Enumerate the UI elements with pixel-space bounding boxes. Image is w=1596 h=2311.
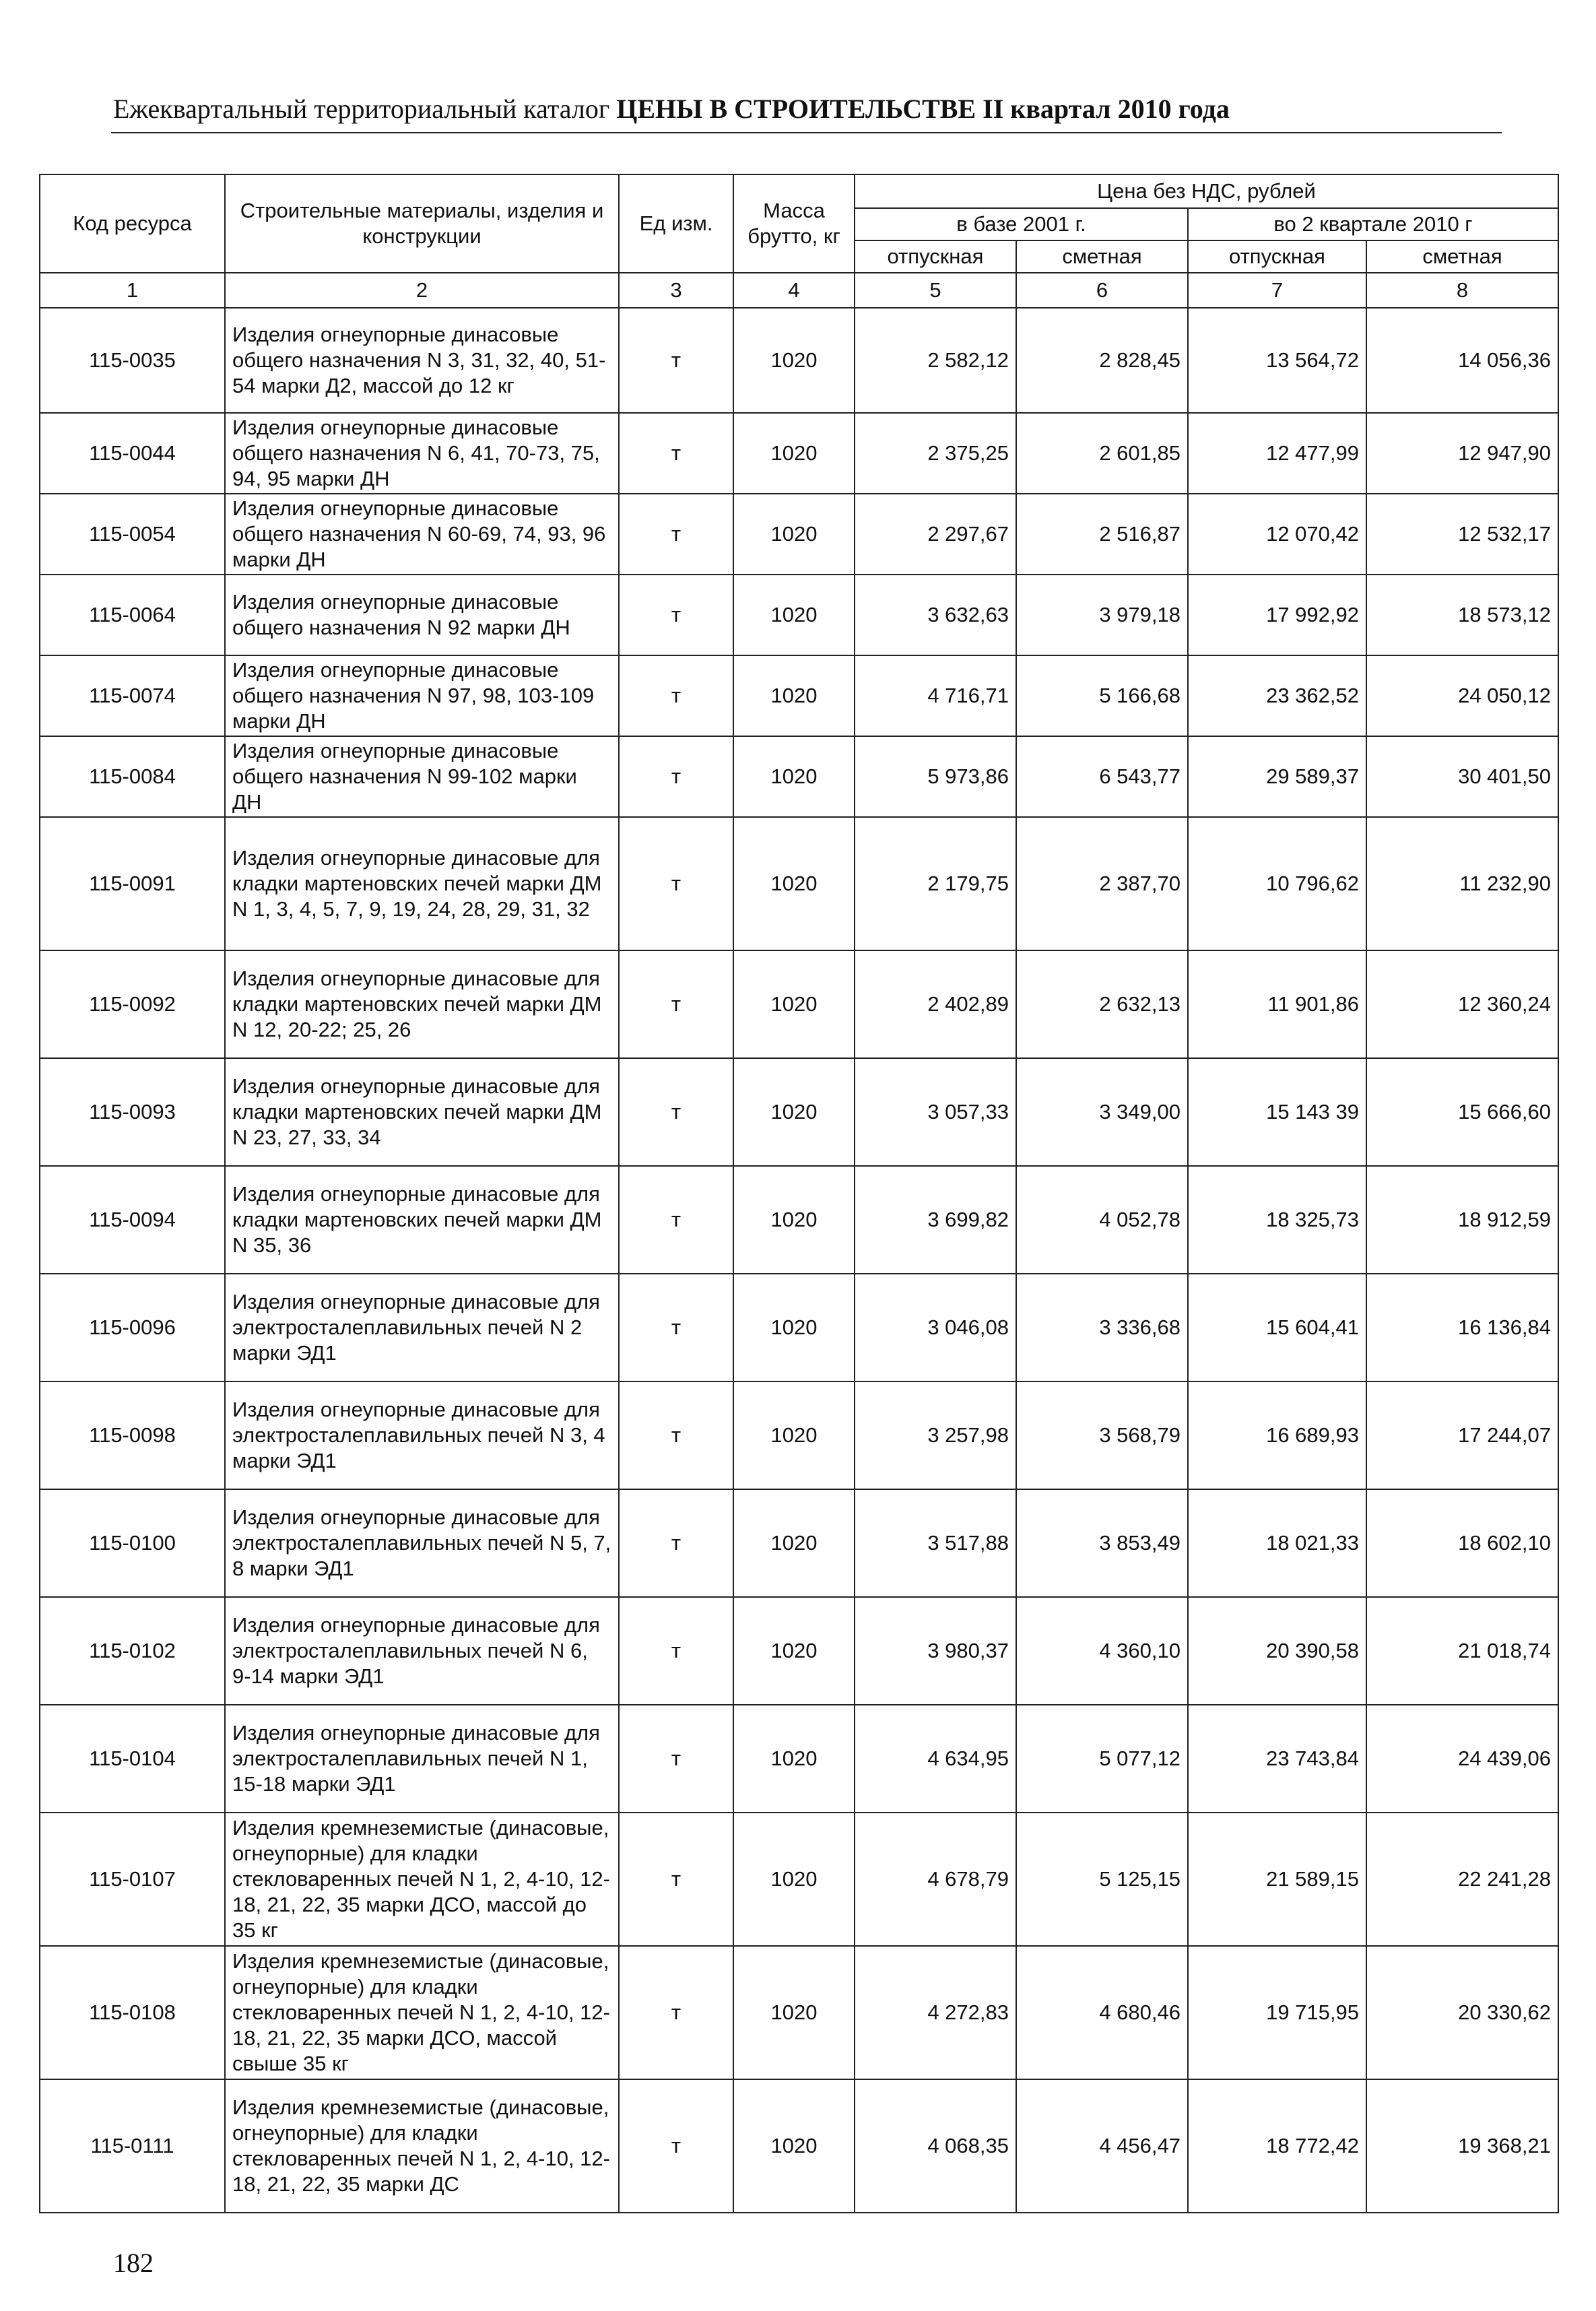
- base-estimate-price: 2 387,70: [1016, 817, 1188, 950]
- base-estimate-price: 3 979,18: [1016, 575, 1188, 655]
- table-row: [40, 1597, 1558, 1705]
- price-table: [39, 174, 1559, 2213]
- material-name: Изделия огнеупорные динасовые для кладки мартеновских печей марки ДМ N 23, 27, 33, 34: [225, 1058, 619, 1166]
- table-header: [40, 174, 1558, 273]
- header-current-group: во 2 квартале 2010 г: [1188, 208, 1558, 240]
- current-release-price: 10 796,62: [1188, 817, 1366, 950]
- base-estimate-price: 3 853,49: [1016, 1489, 1188, 1597]
- unit-of-measure: т: [619, 494, 733, 575]
- resource-code: 115-0044: [40, 413, 225, 494]
- table-row: [40, 1813, 1558, 1946]
- column-number: 3: [619, 273, 733, 308]
- header-name: Строительные материалы, изделия и конструкции: [225, 174, 619, 273]
- table-row: [40, 736, 1558, 817]
- table-body: [40, 273, 1558, 2213]
- resource-code: 115-0096: [40, 1274, 225, 1381]
- table-row: [40, 308, 1558, 413]
- unit-of-measure: т: [619, 736, 733, 817]
- base-release-price: 3 632,63: [855, 575, 1016, 655]
- unit-of-measure: т: [619, 1381, 733, 1489]
- header-rule: [111, 132, 1502, 133]
- table-row: [40, 494, 1558, 575]
- header-mass: Масса брутто, кг: [733, 174, 855, 273]
- column-number: 5: [855, 273, 1016, 308]
- current-release-price: 15 143 39: [1188, 1058, 1366, 1166]
- unit-of-measure: т: [619, 655, 733, 736]
- material-name: Изделия огнеупорные динасовые для электросталеплавильных печей N 3, 4 марки ЭД1: [225, 1381, 619, 1489]
- unit-of-measure: т: [619, 1597, 733, 1705]
- column-number: 8: [1366, 273, 1558, 308]
- base-release-price: 3 980,37: [855, 1597, 1016, 1705]
- current-estimate-price: 11 232,90: [1366, 817, 1558, 950]
- material-name: Изделия огнеупорные динасовые общего назначения N 6, 41, 70-73, 75, 94, 95 марки ДН: [225, 413, 619, 494]
- base-release-price: 3 257,98: [855, 1381, 1016, 1489]
- header-current-estimate: сметная: [1366, 240, 1558, 273]
- material-name: Изделия огнеупорные динасовые общего назначения N 97, 98, 103-109 марки ДН: [225, 655, 619, 736]
- base-estimate-price: 5 125,15: [1016, 1813, 1188, 1946]
- base-release-price: 4 678,79: [855, 1813, 1016, 1946]
- base-release-price: 4 272,83: [855, 1946, 1016, 2079]
- current-estimate-price: 12 947,90: [1366, 413, 1558, 494]
- header-price-group: Цена без НДС, рублей: [855, 174, 1558, 208]
- base-release-price: 2 402,89: [855, 950, 1016, 1058]
- base-estimate-price: 4 456,47: [1016, 2079, 1188, 2213]
- material-name: Изделия огнеупорные динасовые для электросталеплавильных печей N 6, 9-14 марки ЭД1: [225, 1597, 619, 1705]
- resource-code: 115-0074: [40, 655, 225, 736]
- base-release-price: 2 179,75: [855, 817, 1016, 950]
- current-estimate-price: 16 136,84: [1366, 1274, 1558, 1381]
- material-name: Изделия огнеупорные динасовые общего назначения N 92 марки ДН: [225, 575, 619, 655]
- current-estimate-price: 24 439,06: [1366, 1705, 1558, 1813]
- unit-of-measure: т: [619, 308, 733, 413]
- resource-code: 115-0100: [40, 1489, 225, 1597]
- base-release-price: 2 582,12: [855, 308, 1016, 413]
- material-name: Изделия кремнеземистые (динасовые, огнеупорные) для кладки стекловаренных печей N 1, 2, 4-10, 12-18, 21, 22, 35 марки ДС: [225, 2079, 619, 2213]
- table-row: [40, 655, 1558, 736]
- catalog-period: II квартал 2010 года: [983, 94, 1230, 124]
- material-name: Изделия огнеупорные динасовые общего назначения N 60-69, 74, 93, 96 марки ДН: [225, 494, 619, 575]
- table-row: [40, 817, 1558, 950]
- resource-code: 115-0054: [40, 494, 225, 575]
- current-estimate-price: 20 330,62: [1366, 1946, 1558, 2079]
- current-release-price: 12 070,42: [1188, 494, 1366, 575]
- current-estimate-price: 21 018,74: [1366, 1597, 1558, 1705]
- material-name: Изделия огнеупорные динасовые для электросталеплавильных печей N 2 марки ЭД1: [225, 1274, 619, 1381]
- column-number: 1: [40, 273, 225, 308]
- base-release-price: 3 046,08: [855, 1274, 1016, 1381]
- material-name: Изделия огнеупорные динасовые общего назначения N 99-102 марки ДН: [225, 736, 619, 817]
- gross-mass: 1020: [733, 1705, 855, 1813]
- header-base-estimate: сметная: [1016, 240, 1188, 273]
- gross-mass: 1020: [733, 2079, 855, 2213]
- current-estimate-price: 17 244,07: [1366, 1381, 1558, 1489]
- resource-code: 115-0092: [40, 950, 225, 1058]
- base-release-price: 4 634,95: [855, 1705, 1016, 1813]
- current-estimate-price: 18 573,12: [1366, 575, 1558, 655]
- current-estimate-price: 12 532,17: [1366, 494, 1558, 575]
- running-head: [113, 93, 1494, 125]
- current-release-price: 12 477,99: [1188, 413, 1366, 494]
- gross-mass: 1020: [733, 575, 855, 655]
- header-base-group: в базе 2001 г.: [855, 208, 1188, 240]
- material-name: Изделия огнеупорные динасовые для кладки мартеновских печей марки ДМ N 35, 36: [225, 1166, 619, 1274]
- material-name: Изделия огнеупорные динасовые для электросталеплавильных печей N 1, 15-18 марки ЭД1: [225, 1705, 619, 1813]
- table-row: [40, 1381, 1558, 1489]
- column-number: 6: [1016, 273, 1188, 308]
- unit-of-measure: т: [619, 1058, 733, 1166]
- current-release-price: 29 589,37: [1188, 736, 1366, 817]
- base-release-price: 4 068,35: [855, 2079, 1016, 2213]
- resource-code: 115-0104: [40, 1705, 225, 1813]
- unit-of-measure: т: [619, 413, 733, 494]
- gross-mass: 1020: [733, 736, 855, 817]
- gross-mass: 1020: [733, 1946, 855, 2079]
- resource-code: 115-0035: [40, 308, 225, 413]
- current-release-price: 23 362,52: [1188, 655, 1366, 736]
- material-name: Изделия огнеупорные динасовые общего назначения N 3, 31, 32, 40, 51-54 марки Д2, массой до 12 кг: [225, 308, 619, 413]
- current-release-price: 15 604,41: [1188, 1274, 1366, 1381]
- current-estimate-price: 18 912,59: [1366, 1166, 1558, 1274]
- column-number: 7: [1188, 273, 1366, 308]
- base-estimate-price: 4 052,78: [1016, 1166, 1188, 1274]
- material-name: Изделия огнеупорные динасовые для электросталеплавильных печей N 5, 7, 8 марки ЭД1: [225, 1489, 619, 1597]
- header-code: Код ресурса: [40, 174, 225, 273]
- gross-mass: 1020: [733, 950, 855, 1058]
- current-release-price: 18 325,73: [1188, 1166, 1366, 1274]
- base-estimate-price: 2 601,85: [1016, 413, 1188, 494]
- current-estimate-price: 15 666,60: [1366, 1058, 1558, 1166]
- current-estimate-price: 12 360,24: [1366, 950, 1558, 1058]
- current-release-price: 17 992,92: [1188, 575, 1366, 655]
- current-release-price: 20 390,58: [1188, 1597, 1366, 1705]
- resource-code: 115-0108: [40, 1946, 225, 2079]
- gross-mass: 1020: [733, 494, 855, 575]
- gross-mass: 1020: [733, 817, 855, 950]
- column-number: 4: [733, 273, 855, 308]
- base-estimate-price: 4 680,46: [1016, 1946, 1188, 2079]
- current-estimate-price: 30 401,50: [1366, 736, 1558, 817]
- gross-mass: 1020: [733, 413, 855, 494]
- table-row: [40, 1946, 1558, 2079]
- base-release-price: 2 375,25: [855, 413, 1016, 494]
- base-estimate-price: 3 336,68: [1016, 1274, 1188, 1381]
- table-row: [40, 1058, 1558, 1166]
- header-current-release: отпускная: [1188, 240, 1366, 273]
- header-base-release: отпускная: [855, 240, 1016, 273]
- base-release-price: 5 973,86: [855, 736, 1016, 817]
- table-row: [40, 1705, 1558, 1813]
- base-release-price: 3 699,82: [855, 1166, 1016, 1274]
- table-row: [40, 950, 1558, 1058]
- base-estimate-price: 3 349,00: [1016, 1058, 1188, 1166]
- resource-code: 115-0091: [40, 817, 225, 950]
- unit-of-measure: т: [619, 1946, 733, 2079]
- base-release-price: 3 057,33: [855, 1058, 1016, 1166]
- gross-mass: 1020: [733, 1166, 855, 1274]
- current-release-price: 16 689,93: [1188, 1381, 1366, 1489]
- resource-code: 115-0084: [40, 736, 225, 817]
- resource-code: 115-0093: [40, 1058, 225, 1166]
- unit-of-measure: т: [619, 575, 733, 655]
- base-release-price: 3 517,88: [855, 1489, 1016, 1597]
- column-number-row: [40, 273, 1558, 308]
- current-estimate-price: 14 056,36: [1366, 308, 1558, 413]
- base-estimate-price: 2 828,45: [1016, 308, 1188, 413]
- page-number: 182: [113, 2248, 154, 2278]
- material-name: Изделия кремнеземистые (динасовые, огнеупорные) для кладки стекловаренных печей N 1, 2, 4-10, 12-18, 21, 22, 35 марки ДСО, массой до 35 кг: [225, 1813, 619, 1946]
- current-release-price: 19 715,95: [1188, 1946, 1366, 2079]
- base-release-price: 2 297,67: [855, 494, 1016, 575]
- gross-mass: 1020: [733, 1381, 855, 1489]
- unit-of-measure: т: [619, 1166, 733, 1274]
- gross-mass: 1020: [733, 1813, 855, 1946]
- catalog-title: ЦЕНЫ В СТРОИТЕЛЬСТВЕ: [616, 94, 976, 124]
- unit-of-measure: т: [619, 2079, 733, 2213]
- gross-mass: 1020: [733, 1058, 855, 1166]
- current-release-price: 23 743,84: [1188, 1705, 1366, 1813]
- gross-mass: 1020: [733, 1489, 855, 1597]
- material-name: Изделия огнеупорные динасовые для кладки мартеновских печей марки ДМ N 12, 20-22; 25, 26: [225, 950, 619, 1058]
- base-estimate-price: 5 166,68: [1016, 655, 1188, 736]
- unit-of-measure: т: [619, 1489, 733, 1597]
- current-estimate-price: 24 050,12: [1366, 655, 1558, 736]
- current-estimate-price: 19 368,21: [1366, 2079, 1558, 2213]
- gross-mass: 1020: [733, 1597, 855, 1705]
- base-estimate-price: 2 632,13: [1016, 950, 1188, 1058]
- base-estimate-price: 3 568,79: [1016, 1381, 1188, 1489]
- current-release-price: 18 772,42: [1188, 2079, 1366, 2213]
- resource-code: 115-0064: [40, 575, 225, 655]
- unit-of-measure: т: [619, 950, 733, 1058]
- base-estimate-price: 5 077,12: [1016, 1705, 1188, 1813]
- resource-code: 115-0098: [40, 1381, 225, 1489]
- resource-code: 115-0094: [40, 1166, 225, 1274]
- unit-of-measure: т: [619, 1705, 733, 1813]
- unit-of-measure: т: [619, 1274, 733, 1381]
- gross-mass: 1020: [733, 1274, 855, 1381]
- material-name: Изделия кремнеземистые (динасовые, огнеупорные) для кладки стекловаренных печей N 1, 2, 4-10, 12-18, 21, 22, 35 марки ДСО, массой свыше 35 кг: [225, 1946, 619, 2079]
- header-unit: Ед изм.: [619, 174, 733, 273]
- material-name: Изделия огнеупорные динасовые для кладки мартеновских печей марки ДМ N 1, 3, 4, 5, 7, 9, 19, 24, 28, 29, 31, 32: [225, 817, 619, 950]
- gross-mass: 1020: [733, 655, 855, 736]
- column-number: 2: [225, 273, 619, 308]
- current-release-price: 18 021,33: [1188, 1489, 1366, 1597]
- base-release-price: 4 716,71: [855, 655, 1016, 736]
- unit-of-measure: т: [619, 1813, 733, 1946]
- base-estimate-price: 4 360,10: [1016, 1597, 1188, 1705]
- gross-mass: 1020: [733, 308, 855, 413]
- current-release-price: 11 901,86: [1188, 950, 1366, 1058]
- base-estimate-price: 2 516,87: [1016, 494, 1188, 575]
- table-row: [40, 575, 1558, 655]
- table-row: [40, 413, 1558, 494]
- resource-code: 115-0111: [40, 2079, 225, 2213]
- resource-code: 115-0107: [40, 1813, 225, 1946]
- table-row: [40, 1274, 1558, 1381]
- table-row: [40, 1166, 1558, 1274]
- catalog-prefix: Ежеквартальный территориальный каталог: [113, 94, 610, 124]
- current-estimate-price: 18 602,10: [1366, 1489, 1558, 1597]
- base-estimate-price: 6 543,77: [1016, 736, 1188, 817]
- current-release-price: 13 564,72: [1188, 308, 1366, 413]
- unit-of-measure: т: [619, 817, 733, 950]
- table-row: [40, 1489, 1558, 1597]
- table-row: [40, 2079, 1558, 2213]
- resource-code: 115-0102: [40, 1597, 225, 1705]
- current-estimate-price: 22 241,28: [1366, 1813, 1558, 1946]
- current-release-price: 21 589,15: [1188, 1813, 1366, 1946]
